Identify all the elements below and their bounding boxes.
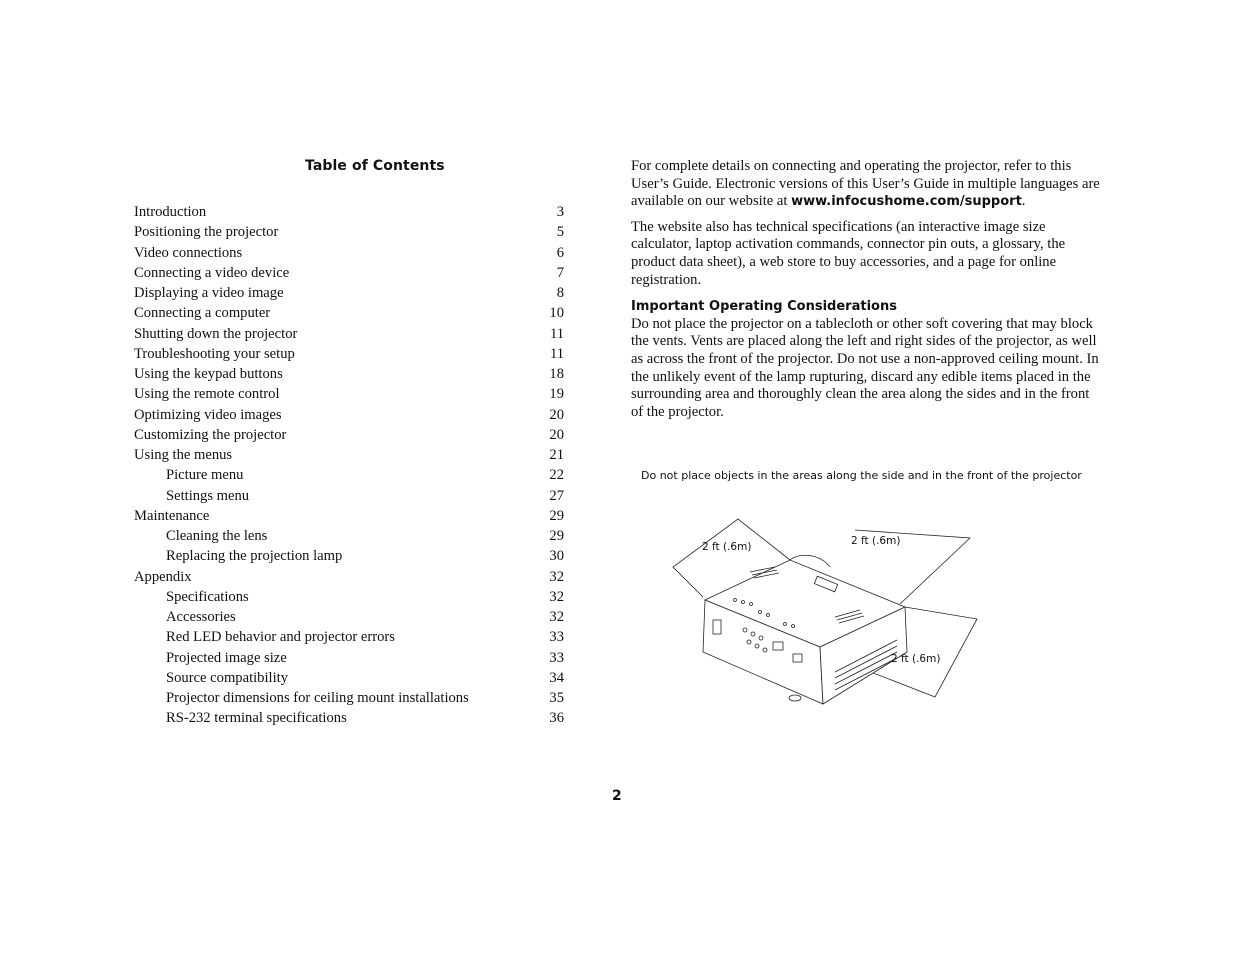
toc-entry-page: 29 (549, 507, 564, 524)
intro-text-1-end: . (1021, 193, 1026, 210)
toc-entry-page: 8 (556, 285, 564, 301)
toc-entry-label: Troubleshooting your setup (134, 345, 295, 362)
toc-entry-label: Customizing the projector (134, 426, 287, 443)
toc-entry-label: Source compatibility (166, 669, 288, 686)
toc-entry-page: 29 (549, 528, 564, 544)
toc-entry-page: 34 (549, 669, 564, 686)
toc-entry[interactable] (134, 405, 564, 425)
toc-title: Table of Contents (305, 158, 445, 174)
toc-entry-page: 19 (549, 386, 564, 403)
toc-entry-page: 21 (549, 447, 564, 463)
toc-entry[interactable] (134, 627, 564, 647)
toc-entry[interactable] (134, 243, 564, 263)
toc-entry-page: 33 (549, 629, 564, 646)
toc-entry-label: Displaying a video image (134, 285, 284, 301)
toc-entry-page: 32 (549, 568, 564, 585)
toc-entry-label: Video connections (134, 244, 243, 261)
toc-entry[interactable] (134, 708, 564, 728)
toc-entry-page: 3 (556, 204, 564, 220)
toc-entry-label: Picture menu (166, 467, 244, 484)
toc-entry[interactable] (134, 587, 564, 607)
toc-entry[interactable] (134, 445, 564, 465)
toc-entry-label: Appendix (134, 568, 192, 585)
toc-entry-label: Optimizing video images (134, 406, 282, 423)
toc-entry-page: 30 (549, 548, 564, 565)
toc-entry[interactable] (134, 668, 564, 688)
toc-entry[interactable] (134, 364, 564, 384)
toc-entry[interactable] (134, 546, 564, 566)
intro-paragraph-1 (631, 158, 1103, 211)
projector-clearance-figure (665, 512, 985, 712)
toc-entry-label: Connecting a video device (134, 264, 290, 281)
toc-entry-label: Introduction (134, 204, 207, 220)
intro-paragraph-2: The website also has technical specifications (an interactive image size calculator, laptop activation commands, connector pin outs, a glossary, the product data sheet), a web store to buy accessories, and a page for online registration. (631, 218, 1066, 288)
toc-entry-page: 32 (549, 609, 564, 625)
intro-text-1: For complete details on connecting and operating the projector, refer to this User’s Guide. Electronic versions of this User’s Guide in multiple languages are available on our website at (631, 158, 1100, 210)
toc-entry-label: Maintenance (134, 507, 210, 524)
toc-entry[interactable] (134, 425, 564, 445)
toc-entry[interactable] (134, 202, 564, 222)
toc-entry[interactable] (134, 526, 564, 546)
toc-entry-page: 36 (549, 710, 564, 727)
toc-entry-page: 10 (549, 305, 564, 322)
toc-entry-page: 22 (549, 467, 564, 484)
toc-entry-label: Replacing the projection lamp (166, 548, 343, 565)
toc-entry[interactable] (134, 263, 564, 283)
toc-entry[interactable] (134, 283, 564, 303)
toc-entry-label: Using the menus (134, 447, 233, 463)
considerations-heading: Important Operating Considerations (631, 299, 897, 315)
considerations-body: Do not place the projector on a tablecloth or other soft covering that may block the vents. Vents are placed along the left and right sides of the projector, as well as across the front of the projector. Do not use a non-approved ceiling mount. In the unlikely event of the lamp rupturing, discard any edible items placed in the surrounding area and thoroughly clean the area along the sides and in the front of the projector. (631, 315, 1099, 420)
toc-entry-label: Using the remote control (134, 386, 280, 403)
toc-entry[interactable] (134, 506, 564, 526)
toc-entry-page: 33 (549, 649, 564, 666)
toc-entry-label: Using the keypad buttons (134, 366, 283, 382)
toc-entry-page: 20 (549, 426, 564, 443)
toc-entry[interactable] (134, 384, 564, 404)
toc-entry-label: Positioning the projector (134, 224, 279, 241)
intro-column (631, 158, 1103, 429)
toc-entry[interactable] (134, 486, 564, 506)
toc-entry[interactable] (134, 607, 564, 627)
toc-entry-page: 20 (549, 406, 564, 423)
toc-entry-label: Accessories (166, 609, 236, 625)
toc-entry-label: Cleaning the lens (166, 528, 268, 544)
toc-entry[interactable] (134, 303, 564, 323)
support-url-link[interactable]: www.infocushome.com/support (791, 194, 1022, 210)
toc-entry-page: 35 (549, 690, 564, 706)
toc-list (134, 202, 564, 729)
toc-entry[interactable] (134, 567, 564, 587)
toc-entry-page: 5 (556, 224, 564, 241)
toc-entry-label: Projected image size (166, 649, 287, 666)
toc-entry-label: Shutting down the projector (134, 325, 298, 342)
toc-entry[interactable] (134, 648, 564, 668)
toc-entry[interactable] (134, 344, 564, 364)
toc-entry-label: Settings menu (166, 487, 250, 504)
front-clearance-label: 2 ft (.6m) (891, 653, 941, 665)
toc-entry-label: Connecting a computer (134, 305, 271, 322)
toc-entry-label: Specifications (166, 588, 249, 605)
toc-entry-page: 7 (556, 264, 564, 281)
figure-caption: Do not place objects in the areas along the side and in the front of the projector (641, 469, 1082, 482)
toc-entry-label: Projector dimensions for ceiling mount installations (166, 690, 469, 706)
toc-entry-page: 32 (549, 588, 564, 605)
toc-entry-label: Red LED behavior and projector errors (166, 629, 395, 646)
toc-entry[interactable] (134, 222, 564, 242)
toc-entry[interactable] (134, 324, 564, 344)
toc-entry-label: RS-232 terminal specifications (166, 710, 347, 727)
toc-entry-page: 11 (549, 325, 564, 342)
rear-clearance-label: 2 ft (.6m) (851, 535, 901, 547)
page-number: 2 (612, 788, 622, 804)
toc-entry-page: 6 (556, 244, 564, 261)
toc-entry[interactable] (134, 688, 564, 708)
toc-entry-page: 27 (549, 487, 564, 504)
toc-entry[interactable] (134, 465, 564, 485)
left-clearance-label: 2 ft (.6m) (702, 541, 752, 553)
toc-entry-page: 11 (549, 345, 564, 362)
toc-entry-page: 18 (549, 366, 564, 382)
